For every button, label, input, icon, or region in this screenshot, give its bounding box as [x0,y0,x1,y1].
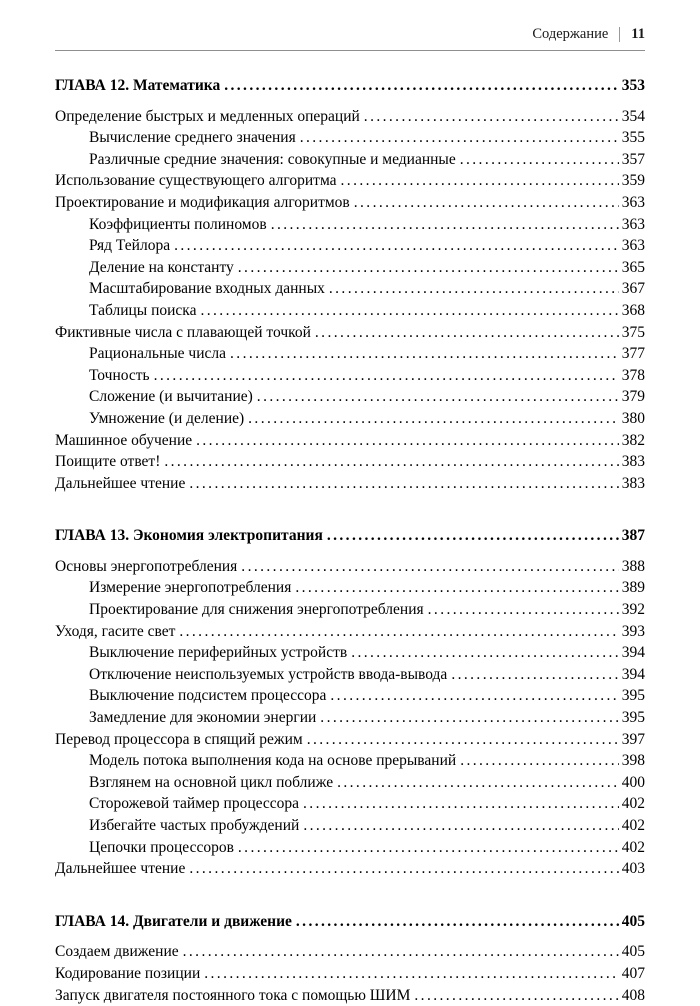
toc-entry-page: 383 [621,474,645,492]
toc-entry-row [55,106,645,128]
toc-entry-row [55,127,645,149]
toc-section [55,75,645,494]
toc-entry-row [55,750,645,772]
toc-entry-row [55,278,645,300]
running-head-title: Содержание [532,26,609,42]
dot-leader [174,235,619,257]
toc-entry-row [55,343,645,365]
toc-entry-row [55,556,645,578]
toc-entry-title: Взглянем на основной цикл поближе [89,773,334,791]
toc-entry-title: Определение быстрых и медленных операций [55,107,360,125]
dot-leader [337,772,619,794]
toc-entry-row [55,430,645,452]
toc-entry-title: Масштабирование входных данных [89,280,325,298]
toc-entry-page: 354 [621,107,645,125]
toc-entry-row [55,837,645,859]
toc-entry-page: 398 [621,752,645,770]
toc-entry-row [55,599,645,621]
dot-leader [354,192,619,214]
toc-entry-title: Ряд Тейлора [89,237,171,255]
toc-entry-title: Машинное обучение [55,431,193,449]
toc-entry-title: Перевод процессора в спящий режим [55,730,303,748]
dot-leader [295,577,618,599]
toc-entry-page: 378 [621,366,645,384]
toc-entry-page: 377 [621,345,645,363]
dot-leader [204,963,619,985]
toc-entry-title: Деление на константу [89,258,234,276]
toc-entry-row [55,257,645,279]
toc-entry-page: 379 [621,388,645,406]
dot-leader [428,599,619,621]
toc-entry-title: Различные средние значения: совокупные и медианные [89,150,456,168]
toc-chapter-page: 405 [621,912,645,930]
toc-entry-row [55,214,645,236]
toc-entry-row [55,322,645,344]
toc-entry-row [55,707,645,729]
dot-leader [271,214,619,236]
dot-leader [189,858,618,880]
toc-entry-title: Уходя, гасите свет [55,622,176,640]
toc-chapter-title: ГЛАВА 14. Двигатели и движение [55,912,292,930]
dot-leader [303,793,619,815]
dot-leader [230,343,619,365]
toc-entry-row [55,941,645,963]
toc-entry-row [55,192,645,214]
toc-entry-page: 380 [621,409,645,427]
toc-entry-page: 405 [621,943,645,961]
toc-entry-title: Избегайте частых пробуждений [89,817,300,834]
dot-leader [364,106,619,128]
dot-leader [179,621,618,643]
toc-entry-row [55,386,645,408]
dot-leader [238,257,619,279]
toc-entry-title: Проектирование для снижения энергопотребления [89,601,424,619]
dot-leader [154,365,619,387]
toc-entry-title: Таблицы поиска [89,301,197,319]
toc-entry-row [55,621,645,643]
toc-entry-row [55,772,645,794]
toc-entry-page: 388 [621,557,645,575]
toc-entry-title: Сторожевой таймер процессора [89,795,300,813]
toc-entry-page: 393 [621,622,645,640]
toc-chapter-row [55,525,645,547]
toc-entry-title: Точность [89,366,150,384]
toc-entry-row [55,149,645,171]
toc-entry-title: Поищите ответ! [55,453,161,471]
toc-entry-row [55,473,645,495]
toc-entry-row [55,664,645,686]
toc-entry-page: 395 [621,687,645,705]
toc-section [55,525,645,880]
toc-entry-row [55,170,645,192]
toc-chapter-title: ГЛАВА 12. Математика [55,77,221,94]
toc-entry-row [55,685,645,707]
toc-entry-page: 395 [621,709,645,727]
dot-leader [200,300,618,322]
toc-chapter-page: 387 [621,527,645,545]
toc-entry-title: Запуск двигателя постоянного тока с помощью ШИМ [55,986,411,1004]
dot-leader [300,127,619,149]
toc-entry-page: 359 [621,172,645,190]
toc-entry-title: Выключение периферийных устройств [89,644,348,662]
dot-leader [238,837,619,859]
dot-leader [341,170,619,192]
toc-entry-title: Дальнейшее чтение [55,474,186,492]
dot-leader [248,408,619,430]
dot-leader [257,386,619,408]
dot-leader [330,685,618,707]
dot-leader [196,430,619,452]
dot-leader [329,278,619,300]
dot-leader [296,911,619,933]
toc-entry-page: 363 [621,237,645,255]
toc-entry-title: Основы энергопотребления [55,557,238,575]
toc-entry-row [55,729,645,751]
toc-chapter-row [55,75,645,97]
header-separator [619,27,620,42]
toc-entry-title: Выключение подсистем процессора [89,687,327,705]
dot-leader [307,729,619,751]
toc-entry-page: 363 [621,193,645,211]
toc-entry-title: Рациональные числа [89,345,227,363]
dot-leader [351,642,619,664]
toc-entry-page: 392 [621,601,645,619]
running-head [55,26,645,51]
toc-entry-page: 368 [621,301,645,319]
dot-leader [303,815,618,837]
toc-entry-page: 402 [621,795,645,813]
toc-entry-page: 375 [621,323,645,341]
toc-chapter-page: 353 [621,77,645,94]
toc-entry-title: Замедление для экономии энергии [89,709,317,727]
toc-entry-title: Фиктивные числа с плавающей точкой [55,323,311,341]
dot-leader [460,750,619,772]
toc-entry-page: 389 [621,579,645,597]
toc-entry-title: Вычисление среднего значения [89,129,296,147]
toc-entry-title: Проектирование и модификация алгоритмов [55,193,350,211]
toc-entry-page: 402 [621,817,645,834]
toc-entry-title: Дальнейшее чтение [55,860,186,878]
toc-entry-title: Кодирование позиции [55,964,201,982]
toc-entry-page: 365 [621,258,645,276]
table-of-contents [55,75,645,1006]
toc-entry-page: 402 [621,838,645,856]
toc-section [55,911,645,1006]
toc-entry-page: 394 [621,644,645,662]
page-number: 11 [631,26,645,42]
toc-entry-page: 397 [621,730,645,748]
toc-entry-page: 403 [621,860,645,878]
dot-leader [224,75,619,97]
toc-entry-title: Измерение энергопотребления [89,579,292,597]
dot-leader [189,473,618,495]
toc-entry-row [55,365,645,387]
toc-entry-row [55,815,645,837]
toc-entry-page: 394 [621,665,645,683]
toc-entry-row [55,300,645,322]
dot-leader [241,556,618,578]
toc-entry-title: Цепочки процессоров [89,838,234,856]
dot-leader [183,941,619,963]
toc-entry-page: 400 [621,773,645,791]
toc-entry-page: 357 [621,150,645,168]
toc-entry-title: Модель потока выполнения кода на основе прерываний [89,752,457,770]
dot-leader [315,322,619,344]
toc-entry-title: Сложение (и вычитание) [89,388,253,406]
toc-entry-title: Умножение (и деление) [89,409,245,427]
toc-entry-row [55,793,645,815]
dot-leader [327,525,619,547]
toc-entry-row [55,235,645,257]
toc-chapter-title: ГЛАВА 13. Экономия электропитания [55,527,323,545]
toc-entry-title: Использование существующего алгоритма [55,172,337,190]
toc-entry-title: Коэффициенты полиномов [89,215,267,233]
toc-chapter-row [55,911,645,933]
toc-entry-row [55,451,645,473]
toc-entry-row [55,858,645,880]
dot-leader [320,707,618,729]
toc-entry-row [55,642,645,664]
toc-entry-page: 408 [621,986,645,1004]
toc-entry-row [55,577,645,599]
toc-entry-title: Создаем движение [55,943,179,961]
toc-entry-page: 355 [621,129,645,147]
toc-entry-page: 382 [621,431,645,449]
dot-leader [460,149,619,171]
toc-entry-row [55,408,645,430]
toc-entry-page: 363 [621,215,645,233]
toc-entry-page: 367 [621,280,645,298]
toc-entry-page: 407 [621,964,645,982]
toc-entry-row [55,963,645,985]
dot-leader [164,451,618,473]
toc-entry-title: Отключение неиспользуемых устройств ввода-вывода [89,665,448,683]
dot-leader [451,664,618,686]
toc-entry-page: 383 [621,453,645,471]
